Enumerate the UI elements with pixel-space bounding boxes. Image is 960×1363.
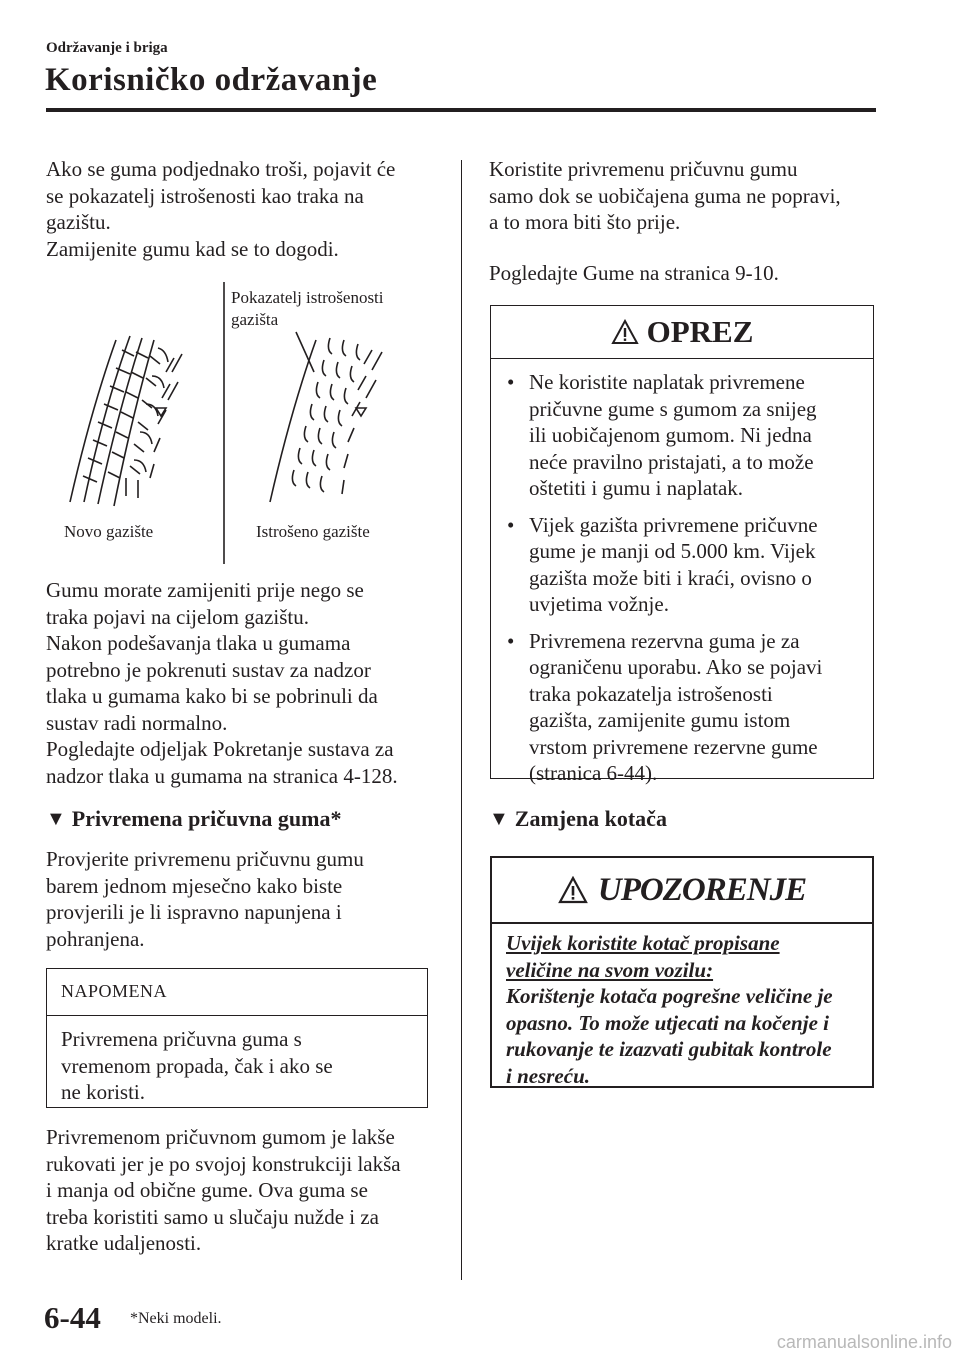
text-line: pričuvne gume s gumom za snijeg (529, 396, 817, 421)
text-line: barem jednom mjesečno kako biste (46, 873, 343, 898)
new-tread-sipe (126, 478, 138, 498)
new-tread-label: Novo gazište (64, 522, 154, 541)
indicator-label: Pokazatelj istrošenosti (231, 288, 384, 307)
warning-triangle-icon (611, 319, 639, 345)
spare-tire-heading (46, 806, 341, 832)
worn-tread-label: Istrošeno gazište (256, 522, 370, 541)
heading-text: Privremena pričuvna guma* (71, 806, 342, 831)
closing-paragraph (46, 1124, 456, 1257)
text-line: i nesreću. (506, 1063, 590, 1088)
text-line: ograničenu uporabu. Ako se pojavi (529, 655, 823, 679)
page-number: 6-44 (44, 1300, 101, 1335)
text-line: nadzor tlaka u gumama na stranica 4-128. (46, 763, 398, 788)
heading-text: Zamjena kotača (514, 806, 667, 831)
text-line: neće pravilno pristajati, a to može (529, 449, 814, 474)
list-item (505, 628, 863, 787)
text-line: a to mora biti što prije. (489, 210, 681, 234)
text-line: samo dok se uobičajena guma ne popravi, (489, 183, 841, 208)
worn-tread-groove (320, 344, 360, 492)
text-line: oštetiti i gumu i naplatak. (529, 476, 744, 500)
text-line: veličine na svom vozilu: (506, 957, 714, 982)
text-line: Ako se guma podjednako troši, pojavit će (46, 157, 396, 181)
text-line: ili uobičajenom gumom. Ni jedna (529, 423, 812, 447)
text-line: Pogledajte odjeljak Pokretanje sustava za (46, 737, 394, 761)
text-line: Privremena pričuvna guma s (61, 1027, 302, 1051)
triangle-down-icon: ▼ (489, 807, 509, 830)
section-label: Održavanje i briga (46, 40, 168, 56)
bullet-icon: • (507, 370, 515, 394)
text-line: pohranjena. (46, 926, 145, 951)
wheel-change-heading (489, 806, 667, 832)
text-line: gazišta, zamijenite gumu istom (529, 708, 791, 732)
caution-title: OPREZ (646, 314, 754, 349)
right-intro-paragraph (489, 156, 889, 236)
bullet-icon: • (507, 512, 515, 537)
warning-title: UPOZORENJE (597, 871, 807, 908)
text-line: traka pojavi na cijelom gazištu. (46, 604, 309, 629)
text-line: gazištu. (46, 210, 111, 234)
text-line: sustav radi normalno. (46, 710, 228, 735)
list-item (505, 369, 863, 502)
worn-tread-sipe (342, 350, 372, 494)
new-tread-block (83, 350, 134, 482)
bullet-icon: • (507, 628, 515, 653)
after-figure-paragraph (46, 577, 456, 789)
tires-reference: Pogledajte Gume na stranica 9-10. (489, 261, 779, 285)
note-body (47, 1016, 427, 1116)
triangle-down-icon: ▼ (46, 807, 66, 830)
worn-tread-sipe (366, 352, 382, 398)
note-title: NAPOMENA (47, 969, 427, 1016)
text-line: Gumu morate zamijeniti prije nego se (46, 578, 364, 602)
new-tread-block (108, 352, 148, 478)
text-line: Ne koristite naplatak privremene (529, 370, 805, 394)
footnote: *Neki modeli. (130, 1310, 222, 1327)
text-line: traka pokazatelja istrošenosti (529, 681, 773, 706)
intro-paragraph (46, 156, 446, 262)
text-line: opasno. To može utjecati na kočenje i (506, 1010, 829, 1035)
text-line: i manja od obične gume. Ova guma se (46, 1178, 368, 1202)
text-line: gazišta može biti i kraći, ovisno o (529, 565, 812, 590)
caution-box (490, 305, 874, 785)
text-line: provjerili je li ispravno napunjena i (46, 900, 342, 924)
spare-tire-paragraph (46, 846, 446, 952)
new-tread-edge (70, 340, 116, 502)
text-line: Zamijenite gumu kad se to dogodi. (46, 236, 339, 261)
text-line: Uvijek koristite kotač propisane (506, 931, 780, 955)
text-line: Nakon podešavanja tlaka u gumama (46, 631, 351, 655)
column-divider (461, 160, 462, 1280)
text-line: rukovanje te izazvati gubitak kontrole (506, 1037, 832, 1061)
text-line: tlaka u gumama kako bi se pobrinuli da (46, 684, 378, 708)
page-title: Korisničko održavanje (45, 62, 378, 98)
warning-triangle-icon (558, 876, 588, 904)
text-line: gume je manji od 5.000 km. Vijek (529, 539, 816, 563)
text-line: vrstom privremene rezervne gume (529, 734, 818, 759)
warning-box (490, 856, 874, 1088)
watermark: carmanualsonline.info (776, 1332, 952, 1352)
new-tread-sipe (134, 348, 168, 472)
caution-header (491, 306, 873, 359)
list-item (505, 512, 863, 618)
text-line: ne koristi. (61, 1080, 145, 1104)
text-line: se pokazatelj istrošenosti kao traka na (46, 183, 364, 208)
caution-list (491, 359, 873, 787)
text-line: (stranica 6-44). (529, 761, 658, 785)
title-rule (46, 108, 876, 112)
text-line: vremenom propada, čak i ako se (61, 1053, 333, 1078)
note-box (46, 968, 428, 1108)
text-line: kratke udaljenosti. (46, 1231, 202, 1255)
text-line: uvjetima vožnje. (529, 592, 669, 616)
text-line: Vijek gazišta privremene pričuvne (529, 512, 818, 537)
text-line: Koristite privremenu pričuvnu gumu (489, 157, 798, 181)
text-line: Korištenje kotača pogrešne veličine je (506, 984, 833, 1008)
text-line: Privremena rezervna guma je za (529, 628, 800, 653)
text-line: potrebno je pokrenuti sustav za nadzor (46, 657, 371, 682)
text-line: rukovati jer je po svojoj konstrukciji lakša (46, 1151, 401, 1176)
indicator-label: gazišta (231, 310, 279, 329)
tread-figure (46, 280, 446, 570)
text-line: treba koristiti samo u slučaju nužde i za (46, 1204, 379, 1229)
warning-body (492, 924, 872, 1095)
text-line: Privremenom pričuvnom gumom je lakše (46, 1125, 395, 1149)
warning-header (492, 858, 872, 924)
tread-indicator-triangle (356, 408, 366, 416)
new-tread-sipe (168, 354, 182, 400)
text-line: Provjerite privremenu pričuvnu gumu (46, 847, 364, 871)
